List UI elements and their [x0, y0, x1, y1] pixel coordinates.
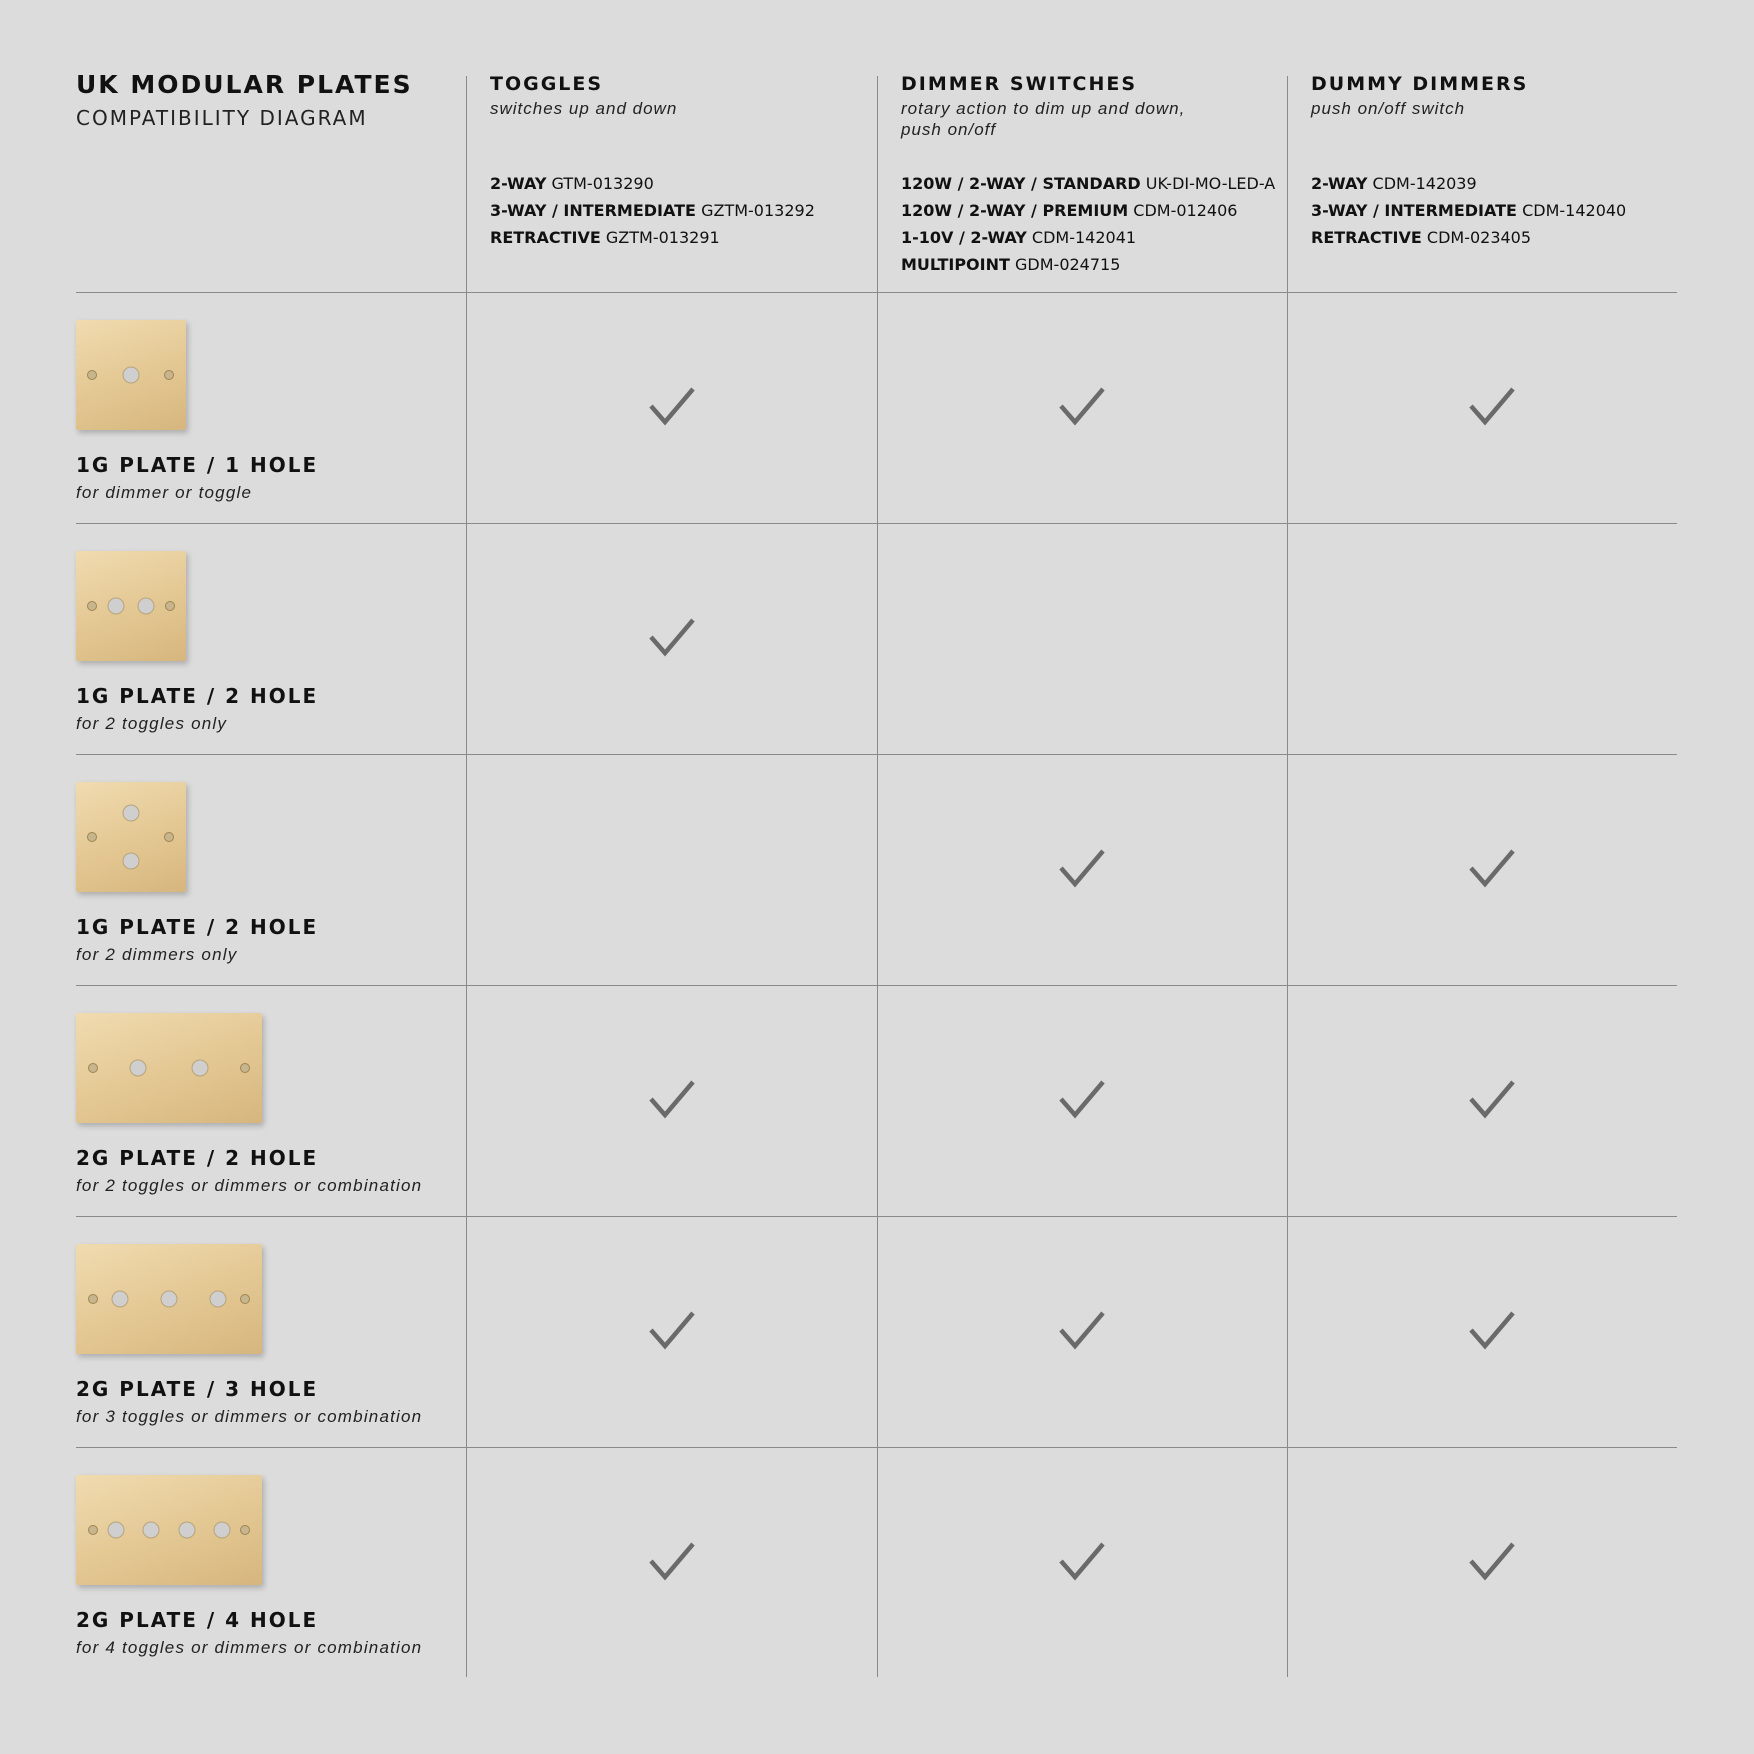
checkmark-icon — [1469, 1541, 1515, 1581]
spec-item — [1311, 224, 1691, 251]
row-title: 2G PLATE / 4 HOLE — [76, 1608, 319, 1632]
spec-item — [1311, 197, 1691, 224]
spec-list-dummy-dimmers — [1311, 170, 1691, 251]
column-header-toggles — [490, 70, 870, 119]
spec-code: GZTM-013291 — [605, 228, 720, 247]
spec-code: CDM-023405 — [1426, 228, 1532, 247]
spec-label: 3-WAY / INTERMEDIATE — [490, 201, 696, 220]
spec-list-dimmer-switches — [901, 170, 1281, 278]
2g-plate-4-hole-icon — [76, 1475, 262, 1585]
spec-code: GTM-013290 — [551, 174, 654, 193]
column-description: rotary action to dim up and down, push on/off — [901, 99, 1186, 139]
row-label — [76, 320, 318, 504]
spec-label: MULTIPOINT — [901, 255, 1010, 274]
hole-icon — [123, 853, 140, 870]
spec-item — [901, 197, 1281, 224]
screw-icon — [87, 832, 97, 842]
spec-item — [490, 197, 870, 224]
screw-icon — [240, 1063, 250, 1073]
checkmark-icon — [1469, 386, 1515, 426]
row-description: for 4 toggles or dimmers or combination — [76, 1638, 423, 1657]
row-divider — [76, 754, 1677, 755]
checkmark-icon — [1059, 1079, 1105, 1119]
column-description: switches up and down — [490, 99, 678, 118]
hole-icon — [108, 1522, 125, 1539]
spec-item — [490, 224, 870, 251]
row-label — [76, 1244, 422, 1428]
checkmark-icon — [1469, 848, 1515, 888]
screw-icon — [87, 601, 97, 611]
checkmark-icon — [649, 1541, 695, 1581]
spec-item — [901, 170, 1281, 197]
spec-code: CDM-142040 — [1522, 201, 1627, 220]
spec-item — [1311, 170, 1691, 197]
checkmark-icon — [1469, 1310, 1515, 1350]
screw-icon — [88, 1525, 98, 1535]
checkmark-icon — [1059, 848, 1105, 888]
column-divider — [877, 76, 878, 1677]
spec-code: CDM-142041 — [1031, 228, 1137, 247]
spec-label: RETRACTIVE — [490, 228, 601, 247]
hole-icon — [123, 367, 140, 384]
row-description: for 2 toggles or dimmers or combination — [76, 1176, 423, 1195]
hole-icon — [138, 598, 155, 615]
hole-icon — [210, 1291, 227, 1308]
row-title: 1G PLATE / 1 HOLE — [76, 453, 319, 477]
spec-code: GZTM-013292 — [701, 201, 815, 220]
spec-label: 1-10V / 2-WAY — [901, 228, 1027, 247]
checkmark-icon — [1059, 386, 1105, 426]
column-title: DIMMER SWITCHES — [901, 73, 1138, 95]
checkmark-icon — [1059, 1541, 1105, 1581]
spec-code: GDM-024715 — [1015, 255, 1121, 274]
2g-plate-3-hole-icon — [76, 1244, 262, 1354]
screw-icon — [88, 1063, 98, 1073]
row-label — [76, 1013, 422, 1197]
spec-label: 120W / 2-WAY / PREMIUM — [901, 201, 1129, 220]
column-description: push on/off switch — [1311, 99, 1466, 118]
hole-icon — [192, 1060, 209, 1077]
hole-icon — [161, 1291, 178, 1308]
row-label — [76, 1475, 422, 1659]
screw-icon — [240, 1525, 250, 1535]
checkmark-icon — [1469, 1079, 1515, 1119]
1g-plate-2-hole-vertical-icon — [76, 782, 186, 892]
row-label — [76, 551, 318, 735]
hole-icon — [214, 1522, 231, 1539]
screw-icon — [240, 1294, 250, 1304]
checkmark-icon — [649, 1310, 695, 1350]
spec-label: 2-WAY — [1311, 174, 1368, 193]
spec-item — [901, 251, 1281, 278]
column-header-dimmer-switches — [901, 70, 1281, 140]
screw-icon — [164, 370, 174, 380]
hole-icon — [123, 805, 140, 822]
row-title: 2G PLATE / 3 HOLE — [76, 1377, 319, 1401]
row-divider — [76, 523, 1677, 524]
row-label — [76, 782, 318, 966]
spec-label: 3-WAY / INTERMEDIATE — [1311, 201, 1517, 220]
row-description: for 2 dimmers only — [76, 945, 238, 964]
spec-list-toggles — [490, 170, 870, 251]
spec-label: 120W / 2-WAY / STANDARD — [901, 174, 1141, 193]
row-title: 1G PLATE / 2 HOLE — [76, 684, 319, 708]
column-title: DUMMY DIMMERS — [1311, 73, 1529, 95]
screw-icon — [87, 370, 97, 380]
row-title: 1G PLATE / 2 HOLE — [76, 915, 319, 939]
hole-icon — [179, 1522, 196, 1539]
screw-icon — [88, 1294, 98, 1304]
spec-code: CDM-142039 — [1372, 174, 1477, 193]
hole-icon — [112, 1291, 129, 1308]
checkmark-icon — [649, 617, 695, 657]
hole-icon — [143, 1522, 160, 1539]
column-title: TOGGLES — [490, 73, 604, 95]
row-description: for dimmer or toggle — [76, 483, 253, 502]
column-divider — [1287, 76, 1288, 1677]
row-divider — [76, 985, 1677, 986]
row-divider — [76, 1447, 1677, 1448]
checkmark-icon — [649, 1079, 695, 1119]
column-divider — [466, 76, 467, 1677]
spec-item — [490, 170, 870, 197]
screw-icon — [164, 832, 174, 842]
spec-code: UK-DI-MO-LED-A — [1145, 174, 1276, 193]
diagram-title: UK MODULAR PLATES — [76, 70, 413, 99]
2g-plate-2-hole-icon — [76, 1013, 262, 1123]
row-divider — [76, 1216, 1677, 1217]
row-divider — [76, 292, 1677, 293]
spec-code: CDM-012406 — [1133, 201, 1238, 220]
diagram-subtitle: COMPATIBILITY DIAGRAM — [76, 106, 368, 130]
spec-item — [901, 224, 1281, 251]
column-header-dummy-dimmers — [1311, 70, 1691, 119]
checkmark-icon — [649, 386, 695, 426]
1g-plate-1-hole-icon — [76, 320, 186, 430]
screw-icon — [165, 601, 175, 611]
1g-plate-2-hole-horizontal-icon — [76, 551, 186, 661]
row-title: 2G PLATE / 2 HOLE — [76, 1146, 319, 1170]
checkmark-icon — [1059, 1310, 1105, 1350]
spec-label: RETRACTIVE — [1311, 228, 1422, 247]
spec-label: 2-WAY — [490, 174, 547, 193]
hole-icon — [130, 1060, 147, 1077]
row-description: for 2 toggles only — [76, 714, 228, 733]
hole-icon — [108, 598, 125, 615]
row-description: for 3 toggles or dimmers or combination — [76, 1407, 423, 1426]
